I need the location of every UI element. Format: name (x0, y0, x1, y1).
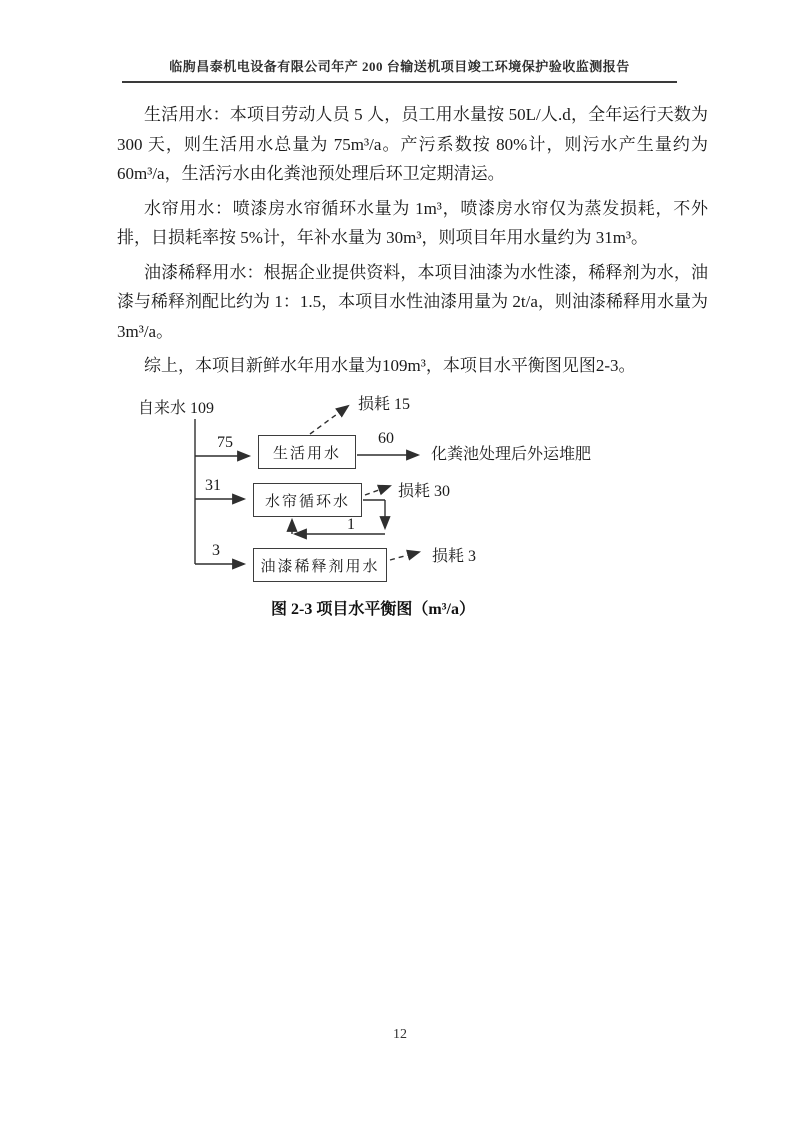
body-text (117, 100, 708, 386)
flow-value-recycle: 1 (347, 516, 355, 533)
domestic-water-box-label: 生活用水 (272, 445, 341, 462)
page-header: 临朐昌泰机电设备有限公司年产 200 台输送机项目竣工环境保护验收监测报告 (122, 56, 677, 83)
curtain-water-box-label: 水帘循环水 (264, 493, 350, 510)
paragraph-domestic-water: 生活用水：本项目劳动人员 5 人，员工用水量按 50L/人.d，全年运行天数为 300 天，则生活用水总量为 75m³/a。产污系数按 80%计，则污水产生量约为 60m³/a，生活污水由化粪池预处理后环卫定期清运。 (117, 105, 708, 183)
paragraph-curtain-water: 水帘用水：喷漆房水帘循环水量为 1m³，喷漆房水帘仅为蒸发损耗，不外排，日损耗率按 5%计，年补水量为 30m³，则项目年用水量约为 31m³。 (117, 198, 708, 247)
paint-diluent-water-box (253, 548, 387, 582)
flow-value-domestic-out: 60 (378, 430, 394, 447)
flow-lines-diagram (0, 390, 800, 625)
water-balance-diagram (0, 390, 800, 625)
flow-value-paint-in: 3 (212, 542, 220, 559)
flow-value-domestic-in: 75 (217, 434, 233, 451)
figure-caption: 图 2-3 项目水平衡图（m³/a） (271, 601, 475, 618)
domestic-loss-label: 损耗 15 (358, 396, 411, 413)
paragraph-paint-dilution-water: 油漆稀释用水：根据企业提供资料，本项目油漆为水性漆，稀释剂为水，油漆与稀释剂配比约为 1：1.5，本项目水性油漆用量为 2t/a，则油漆稀释用水量为 3m³/a。 (117, 262, 708, 341)
domestic-water-box (258, 435, 356, 469)
septic-tank-sink-label: 化粪池处理后外运堆肥 (431, 446, 592, 463)
curtain-loss-label: 损耗 30 (398, 483, 451, 500)
flow-value-curtain-in: 31 (205, 477, 221, 494)
paragraph-summary: 综上，本项目新鲜水年用水量为109m³，本项目水平衡图见图2-3。 (144, 356, 636, 375)
tap-water-label: 自来水 109 (138, 400, 215, 417)
curtain-water-box (253, 483, 362, 517)
paint-loss-label: 损耗 3 (432, 548, 477, 565)
page-number: 12 (393, 1027, 407, 1042)
paint-diluent-water-box-label: 油漆稀释剂用水 (260, 558, 380, 575)
